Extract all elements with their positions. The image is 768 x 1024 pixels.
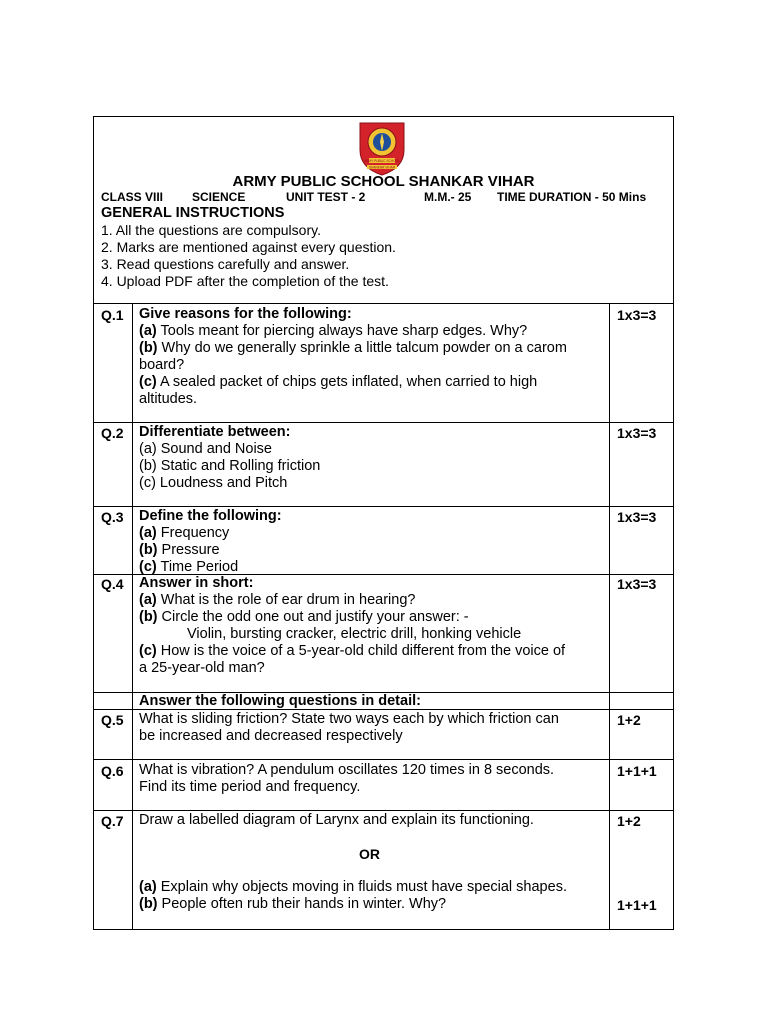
question-line: Find its time period and frequency.: [139, 779, 361, 795]
question-number: Q.1: [101, 307, 124, 323]
question-part: (c) A sealed packet of chips gets inflated, when carried to high: [139, 374, 538, 390]
max-marks-label: M.M.- 25: [424, 190, 472, 204]
question-6-text: [139, 762, 609, 796]
question-part-continued: a 25-year-old man?: [139, 660, 265, 676]
question-number: Q.7: [101, 813, 124, 829]
subject-label: SCIENCE: [192, 190, 246, 204]
question-4-text: [139, 575, 609, 677]
question-3-text: [139, 508, 609, 576]
table-rule: [94, 422, 673, 423]
question-part: (a) Tools meant for piercing always have sharp edges. Why?: [139, 323, 528, 339]
instructions-heading: GENERAL INSTRUCTIONS: [101, 205, 285, 221]
question-part-continued: Violin, bursting cracker, electric drill, honking vehicle: [187, 626, 522, 642]
question-part: (a) Frequency: [139, 525, 230, 541]
question-number: Q.4: [101, 576, 124, 592]
question-marks: 1+1+1: [617, 763, 657, 779]
class-label: CLASS VIII: [101, 190, 164, 204]
table-column-rule: [609, 303, 610, 930]
question-part: (b) People often rub their hands in winter. Why?: [139, 896, 447, 912]
question-5-text: [139, 711, 609, 745]
emblem-text-top: ARMY PUBLIC SCHOOL: [364, 159, 400, 163]
question-marks: 1x3=3: [617, 307, 657, 323]
question-heading: Answer in short:: [139, 575, 254, 591]
question-part-continued: board?: [139, 357, 185, 373]
question-number: Q.6: [101, 763, 124, 779]
question-part: (a) Sound and Noise: [139, 441, 272, 457]
question-line: be increased and decreased respectively: [139, 728, 403, 744]
question-7-line: Draw a labelled diagram of Larynx and explain its functioning.: [139, 812, 534, 828]
instruction-item: 3. Read questions carefully and answer.: [101, 256, 350, 272]
question-line: What is vibration? A pendulum oscillates 120 times in 8 seconds.: [139, 762, 555, 778]
question-line: What is sliding friction? State two ways each by which friction can: [139, 711, 559, 727]
table-column-rule: [132, 303, 133, 930]
question-marks: 1x3=3: [617, 425, 657, 441]
question-heading: Give reasons for the following:: [139, 306, 352, 322]
question-part-continued: altitudes.: [139, 391, 198, 407]
school-emblem-icon: [356, 120, 408, 176]
question-2-text: [139, 424, 609, 492]
question-part: (a) What is the role of ear drum in hearing?: [139, 592, 416, 608]
question-marks-alternative: 1+1+1: [617, 897, 657, 913]
question-marks: 1x3=3: [617, 509, 657, 525]
emblem-text-bottom: SHANKAR VIHAR: [368, 165, 396, 170]
instruction-item: 4. Upload PDF after the completion of the test.: [101, 273, 389, 289]
question-number: Q.3: [101, 509, 124, 525]
question-paper: [93, 116, 674, 930]
table-rule: [94, 810, 673, 811]
question-number: Q.5: [101, 712, 124, 728]
question-part: (c) Time Period: [139, 559, 239, 575]
duration-label: TIME DURATION - 50 Mins: [497, 190, 647, 204]
instruction-item: 2. Marks are mentioned against every question.: [101, 239, 396, 255]
question-heading: Define the following:: [139, 508, 282, 524]
question-part: (c) Loudness and Pitch: [139, 475, 288, 491]
table-rule: [94, 506, 673, 507]
section-heading: Answer the following questions in detail:: [139, 693, 421, 709]
question-marks: 1+2: [617, 813, 641, 829]
question-marks: 1+2: [617, 712, 641, 728]
question-heading: Differentiate between:: [139, 424, 291, 440]
question-part: (a) Explain why objects moving in fluids must have special shapes.: [139, 879, 567, 895]
question-number: Q.2: [101, 425, 124, 441]
table-rule: [94, 759, 673, 760]
table-rule: [94, 303, 673, 304]
question-7-alternative: [139, 879, 609, 913]
question-part: (b) Circle the odd one out and justify your answer: -: [139, 609, 469, 625]
or-separator: OR: [359, 846, 380, 862]
question-1-text: [139, 306, 609, 408]
question-part: (b) Static and Rolling friction: [139, 458, 321, 474]
school-name: ARMY PUBLIC SCHOOL SHANKAR VIHAR: [232, 173, 535, 190]
question-marks: 1x3=3: [617, 576, 657, 592]
test-label: UNIT TEST - 2: [286, 190, 366, 204]
question-part: (b) Pressure: [139, 542, 220, 558]
question-part: (b) Why do we generally sprinkle a little talcum powder on a carom: [139, 340, 567, 356]
question-part: (c) How is the voice of a 5-year-old child different from the voice of: [139, 643, 566, 659]
instruction-item: 1. All the questions are compulsory.: [101, 222, 321, 238]
